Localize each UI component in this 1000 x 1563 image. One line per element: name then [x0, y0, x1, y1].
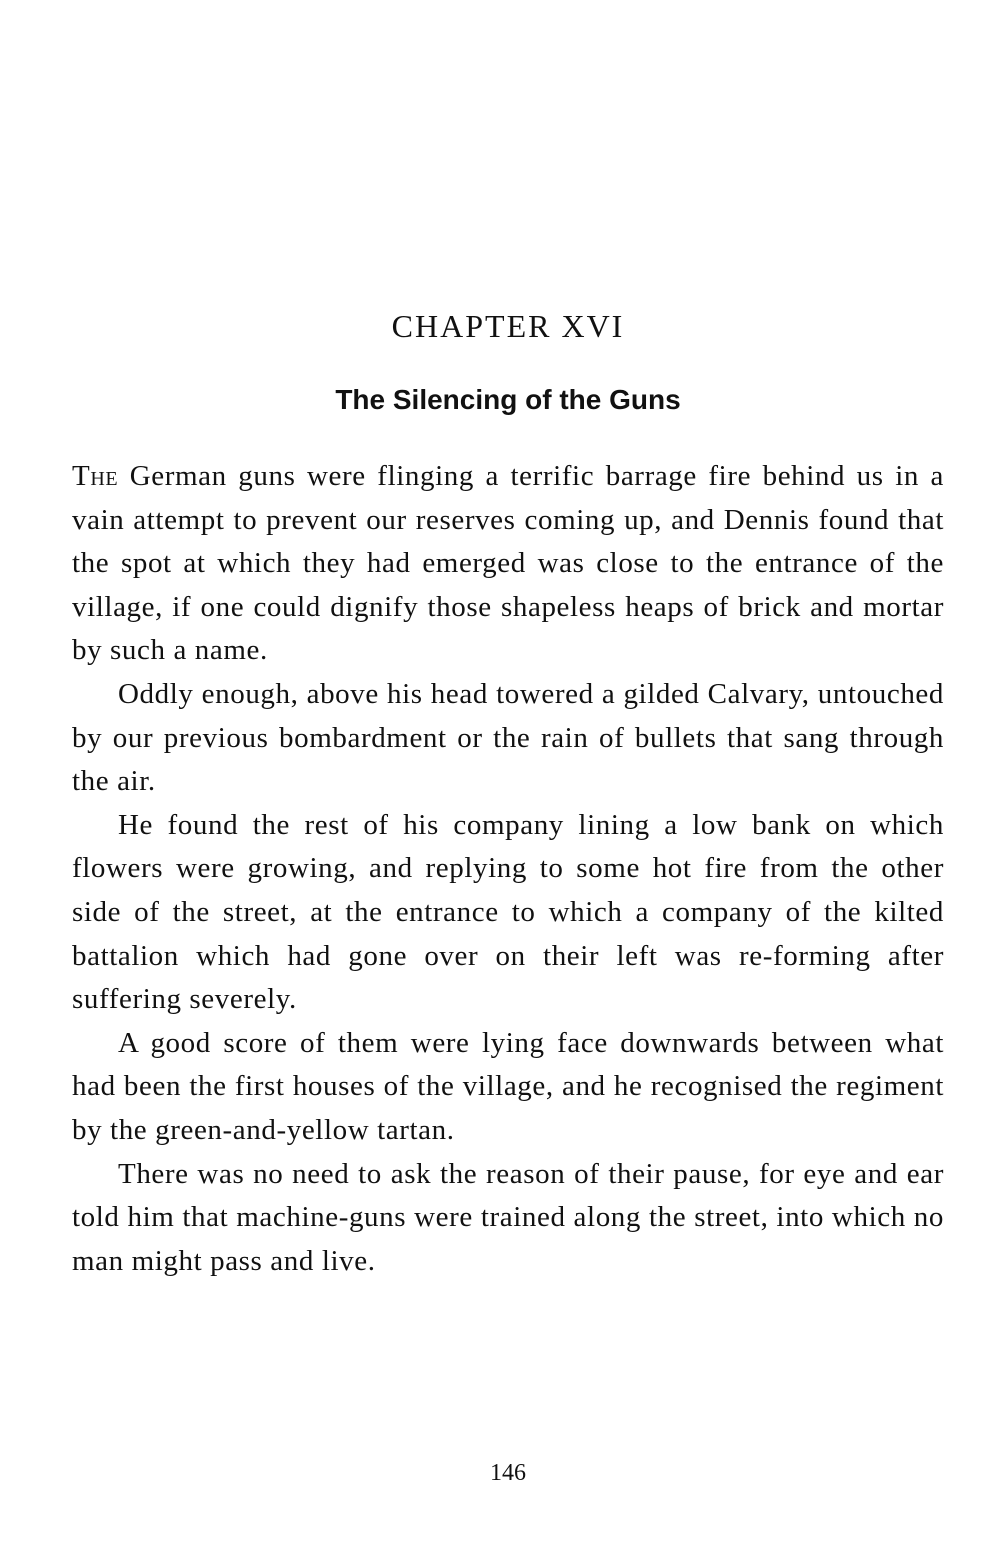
paragraph-5: There was no need to ask the reason of their pause, for eye and ear told him that machine-guns were trained along the street, into which no man might pass and live. — [72, 1157, 944, 1277]
paragraph-1-text: German guns were flinging a terrific barrage fire behind us in a vain attempt to prevent our reserves coming up, and Dennis found that the spot at which they had emerged was close to the entrance of the village, if one could dignify those shapeless heaps of brick and mortar by such a name. — [72, 460, 944, 667]
paragraph-1 — [72, 455, 944, 673]
paragraph-3: He found the rest of his company lining a low bank on which flowers were growing, and replying to some hot fire from the other side of the street, at the entrance to which a company of the kilted battalion which had gone over on their left was re-forming after suffering severely. — [72, 808, 944, 1016]
page-number: 146 — [490, 1460, 526, 1486]
book-page — [72, 0, 944, 1563]
chapter-body — [72, 455, 944, 1283]
chapter-title: The Silencing of the Guns — [335, 384, 681, 415]
paragraph-1-lead-word: The — [72, 460, 119, 492]
chapter-number: CHAPTER XVI — [391, 308, 625, 344]
paragraph-2: Oddly enough, above his head towered a gilded Calvary, untouched by our previous bombardment or the rain of bullets that sang through the air. — [72, 677, 944, 798]
paragraph-4: A good score of them were lying face downwards between what had been the first houses of the village, and he recognised the regiment by the green-and-yellow tartan. — [72, 1026, 944, 1146]
